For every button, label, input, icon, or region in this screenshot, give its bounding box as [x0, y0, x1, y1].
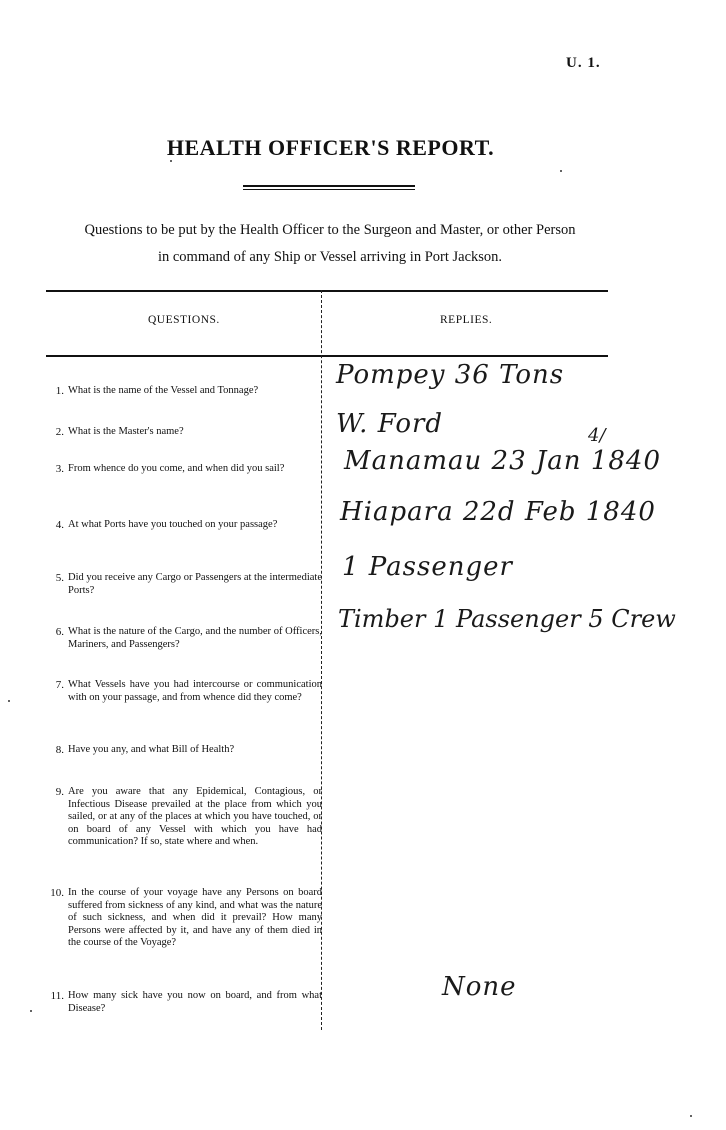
question-text: Have you any, and what Bill of Health?	[68, 744, 235, 755]
scan-speck	[560, 170, 562, 172]
question-number: 9.	[55, 786, 64, 798]
question-number: 5.	[55, 572, 64, 584]
reply-sick: None	[442, 972, 517, 1002]
questions-column-header: QUESTIONS.	[148, 314, 220, 326]
question-text: Did you receive any Cargo or Passengers at the intermediate Ports?	[68, 572, 322, 596]
title-rule	[243, 189, 415, 190]
question-text: What is the Master's name?	[68, 426, 184, 437]
question-text: What Vessels have you had intercourse or communication with on your passage, and from whence did they come?	[68, 679, 322, 703]
scan-speck	[170, 160, 172, 162]
scan-speck	[690, 1115, 692, 1117]
question-number: 8.	[55, 744, 64, 756]
intro-line: in command of any Ship or Vessel arriving in Port Jackson.	[157, 249, 503, 265]
title-rule	[243, 185, 415, 187]
intro-line: Questions to be put by the Health Officer to the Surgeon and Master, or other Person	[84, 222, 576, 238]
question-number: 6.	[55, 626, 64, 638]
question-text: In the course of your voyage have any Persons on board suffered from sickness of any kind, and what was the nature of such sickness, and when did it prevail? How many Persons were affected by it, and have any of them died in the course of the Voyage?	[68, 887, 322, 948]
question-number: 3.	[55, 463, 64, 475]
scan-speck	[30, 1010, 32, 1012]
replies-column-header: REPLIES.	[440, 314, 493, 326]
question-text: At what Ports have you touched on your passage?	[68, 519, 278, 530]
reply-passengers: 1 Passenger	[342, 552, 513, 582]
question-number: 11.	[50, 990, 64, 1002]
question-number: 10.	[50, 887, 64, 899]
reply-origin: Manamau 23 Jan 1840	[344, 446, 661, 476]
question-number: 7.	[55, 679, 64, 691]
question-number: 4.	[55, 519, 64, 531]
form-id: U. 1.	[566, 55, 601, 71]
question-text: How many sick have you now on board, and from what Disease?	[68, 990, 322, 1014]
scan-speck	[8, 700, 10, 702]
table-top-rule	[46, 290, 608, 292]
question-number: 2.	[55, 426, 64, 438]
reply-cargo: Timber 1 Passenger 5 Crew	[338, 605, 676, 633]
question-number: 1.	[55, 385, 64, 397]
reply-ports: Hiapara 22d Feb 1840	[340, 497, 656, 527]
question-text: What is the name of the Vessel and Tonnage?	[68, 385, 259, 396]
question-text: What is the nature of the Cargo, and the number of Officers, Mariners, and Passengers?	[68, 626, 322, 650]
question-text: Are you aware that any Epidemical, Contagious, or Infectious Disease prevailed at the place from which you sailed, or at any of the places at which you have touched, or on board of any Vessel with which you have had communication? If so, state where and when.	[68, 786, 322, 847]
intro	[40, 217, 620, 271]
reply-master: W. Ford	[336, 409, 444, 439]
margin-note: 4/	[588, 425, 606, 446]
page-title: HEALTH OFFICER'S REPORT.	[166, 135, 495, 160]
question-text: From whence do you come, and when did you sail?	[68, 463, 285, 474]
header-rule	[46, 355, 608, 357]
reply-vessel: Pompey 36 Tons	[336, 360, 565, 390]
